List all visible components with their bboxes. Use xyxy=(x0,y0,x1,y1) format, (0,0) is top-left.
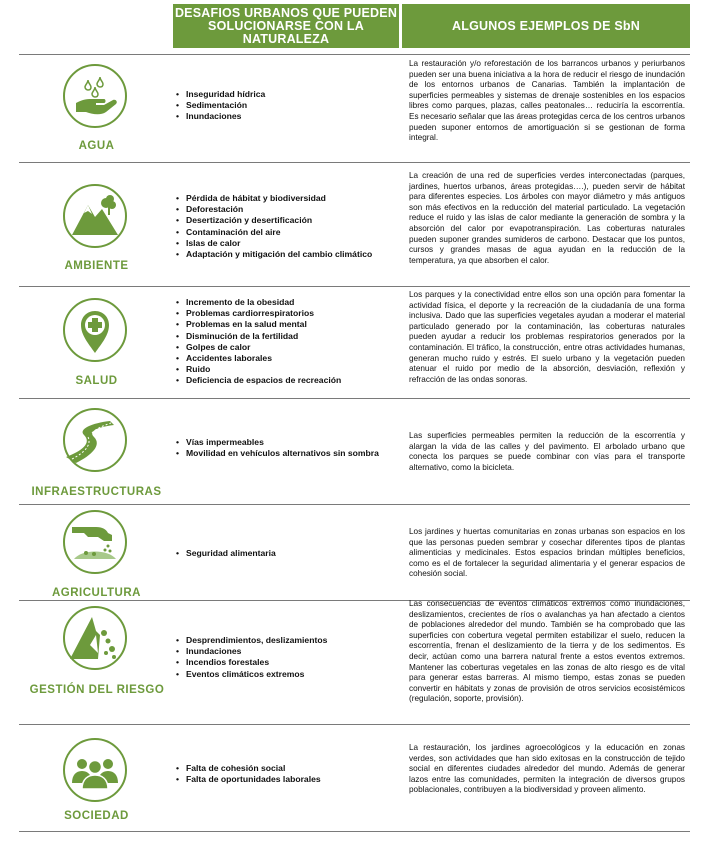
list-item: • Islas de calor xyxy=(174,238,404,249)
list-item: • Contaminación del aire xyxy=(174,227,404,238)
solution-description: La restauración, los jardines agroecológicos y la educación en zonas verdes, son actividades que han sido exitosas en la construcción de tejido social en diferentes ciudades alrededor del mundo. Además de generar lazos entre las comunidades, permiten la integración de diversos grupos poblacionales, contribuyen a la biodiversidad y proveen alimento. xyxy=(409,743,685,795)
list-item: • Incremento de la obesidad xyxy=(174,297,404,308)
table-row-sociedad xyxy=(19,724,690,832)
people-group-icon xyxy=(62,737,128,803)
list-item: • Eventos climáticos extremos xyxy=(174,669,404,680)
list-item: • Disminución de la fertilidad xyxy=(174,331,404,342)
list-item: • Desprendimientos, deslizamientos xyxy=(174,635,404,646)
category-label: SOCIEDAD xyxy=(64,810,129,822)
category-label: GESTIÓN DEL RIESGO xyxy=(29,684,165,696)
list-item: • Problemas cardiorrespiratorios xyxy=(174,308,404,319)
header-challenges: DESAFIOS URBANOS QUE PUEDEN SOLUCIONARSE CON LA NATURALEZA xyxy=(173,4,399,48)
list-item: • Sedimentación xyxy=(174,100,404,111)
solution-description: La creación de una red de superficies verdes interconectadas (parques, jardines, huertos urbanos, áreas protegidas….), pueden servir de hábitat para diferentes especies. Los árboles con mayor diámetro y más antiguos son más efectivos en la reducción del material particulado. La vegetación reduce el ruido y las islas de calor mediante la generación de sombra y la absorción del calor por evapotranspiración. Las coberturas naturales pueden suponer grandes sumideros de carbono. Destacar que los puntos, cursos y grandes masas de agua ayudan en la reducción de la temperatura, ya que absorben el calor. xyxy=(409,171,685,265)
category-cell xyxy=(19,725,174,831)
table-row-salud xyxy=(19,286,690,399)
solution-description: Las superficies permeables permiten la reducción de la escorrentía y alargan la vida de las calles y del pavimento. El arbolado urbano que conecta los parques se puede combinar con vías para el transporte alternativo, como la bicicleta. xyxy=(409,431,685,472)
table-row-agricultura xyxy=(19,504,690,601)
health-pin-icon xyxy=(62,297,128,363)
list-item: • Golpes de calor xyxy=(174,342,404,353)
list-item: • Incendios forestales xyxy=(174,657,404,668)
category-cell xyxy=(19,399,174,505)
list-item: • Seguridad alimentaria xyxy=(174,548,404,559)
list-item: • Deficiencia de espacios de recreación xyxy=(174,375,404,386)
header-examples: ALGUNOS EJEMPLOS DE SbN xyxy=(402,4,690,48)
list-item: • Inundaciones xyxy=(174,111,404,122)
table-row-infraestructuras xyxy=(19,398,690,505)
list-item: • Falta de cohesión social xyxy=(174,763,404,774)
list-item: • Movilidad en vehículos alternativos sin sombra xyxy=(174,448,404,459)
solution-description: La restauración y/o reforestación de los barrancos urbanos y periurbanos pueden ser una buena iniciativa a la hora de reducir el riesgo de inundación de los entornos urbanos de Canarias. También la implantación de superficies permeables y sistemas de drenaje sostenibles en los espacios libres como parques, plazas, calles peatonales… reduciría la escorrentía. Es necesario señalar que las áreas protegidas cerca de los centros urbanos pueden suponer entornos de amortiguación si se gestionan de forma integral. xyxy=(409,59,685,143)
hand-water-drops-icon xyxy=(62,63,128,129)
solution-description: Los jardines y huertas comunitarias en zonas urbanas son espacios en los que las personas pueden sembrar y cosechar diferentes tipos de plantas alimenticias y medicinales. Estos espacios brindan múltiples beneficios, como es el de fortalecer la seguridad alimentaria y el generar espacios de cohesión social. xyxy=(409,527,685,579)
category-cell xyxy=(19,163,174,287)
list-item: • Deforestación xyxy=(174,204,404,215)
winding-road-icon xyxy=(62,407,128,473)
issues-list xyxy=(174,89,404,123)
category-label: AMBIENTE xyxy=(64,260,129,272)
issues-list xyxy=(174,548,404,559)
list-item: • Pérdida de hábitat y biodiversidad xyxy=(174,193,404,204)
list-item: • Vías impermeables xyxy=(174,437,404,448)
list-item: • Falta de oportunidades laborales xyxy=(174,774,404,785)
category-label: AGRICULTURA xyxy=(52,587,141,599)
category-cell xyxy=(19,55,174,163)
issues-list xyxy=(174,635,404,680)
mountain-tree-icon xyxy=(62,183,128,249)
category-cell xyxy=(19,505,174,601)
issues-list xyxy=(174,763,404,785)
solution-description: Los parques y la conectividad entre ellos son una opción para fomentar la actividad física, el deporte y la recreación de la ciudadanía de una forma inclusiva. Dado que las superficies vegetales ayudan a moderar el material particulado generado por la contaminación, las coberturas naturales pueden ayudar a reducir los problemas respiratorios generados por la contaminación. El tráfico, la construcción, entre otras actividades humanas, generan mucho ruido y estrés. El suelo urbano y la vegetación pueden atenuar el ruido por medio de la absorción, desviación, reflexión y refracción de las ondas sonoras. xyxy=(409,290,685,384)
list-item: • Adaptación y mitigación del cambio climático xyxy=(174,249,404,260)
landslide-icon xyxy=(62,605,128,671)
table-row-gestion-riesgo xyxy=(19,600,690,725)
issues-list xyxy=(174,437,404,459)
category-label: INFRAESTRUCTURAS xyxy=(31,486,162,498)
list-item: • Problemas en la salud mental xyxy=(174,319,404,330)
category-cell xyxy=(19,601,174,725)
list-item: • Accidentes laborales xyxy=(174,353,404,364)
hand-seeds-icon xyxy=(62,509,128,575)
list-item: • Inseguridad hídrica xyxy=(174,89,404,100)
list-item: • Inundaciones xyxy=(174,646,404,657)
table-row-agua xyxy=(19,54,690,163)
table-row-ambiente xyxy=(19,162,690,287)
category-cell xyxy=(19,287,174,399)
list-item: • Desertización y desertificación xyxy=(174,215,404,226)
solution-description: Las consecuencias de eventos climáticos extremos como inundaciones, deslizamientos, crecientes de ríos o avalanchas ya han afectado a cientos de poblaciones alrededor del mundo. También se ha comprobado que las superficies con cobertura vegetal permiten estabilizar el suelo, reducen la escorrentía, frenan el deslizamiento de la tierra y de los sedimentos. Es decir, actúan como una barrera natural frente a estos eventos extremos. Mantener las coberturas vegetales en las zonas de alto riesgo es de vital para generar estas barreras. Al mismo tiempo, estas zonas se pueden convertir en hábitats y zonas de provisión de otros servicios ecosistémicos (regulación, soporte, provisión). xyxy=(409,599,685,704)
issues-list xyxy=(174,297,404,387)
list-item: • Ruido xyxy=(174,364,404,375)
category-label: AGUA xyxy=(78,140,115,152)
category-label: SALUD xyxy=(75,375,118,387)
issues-list xyxy=(174,193,404,260)
